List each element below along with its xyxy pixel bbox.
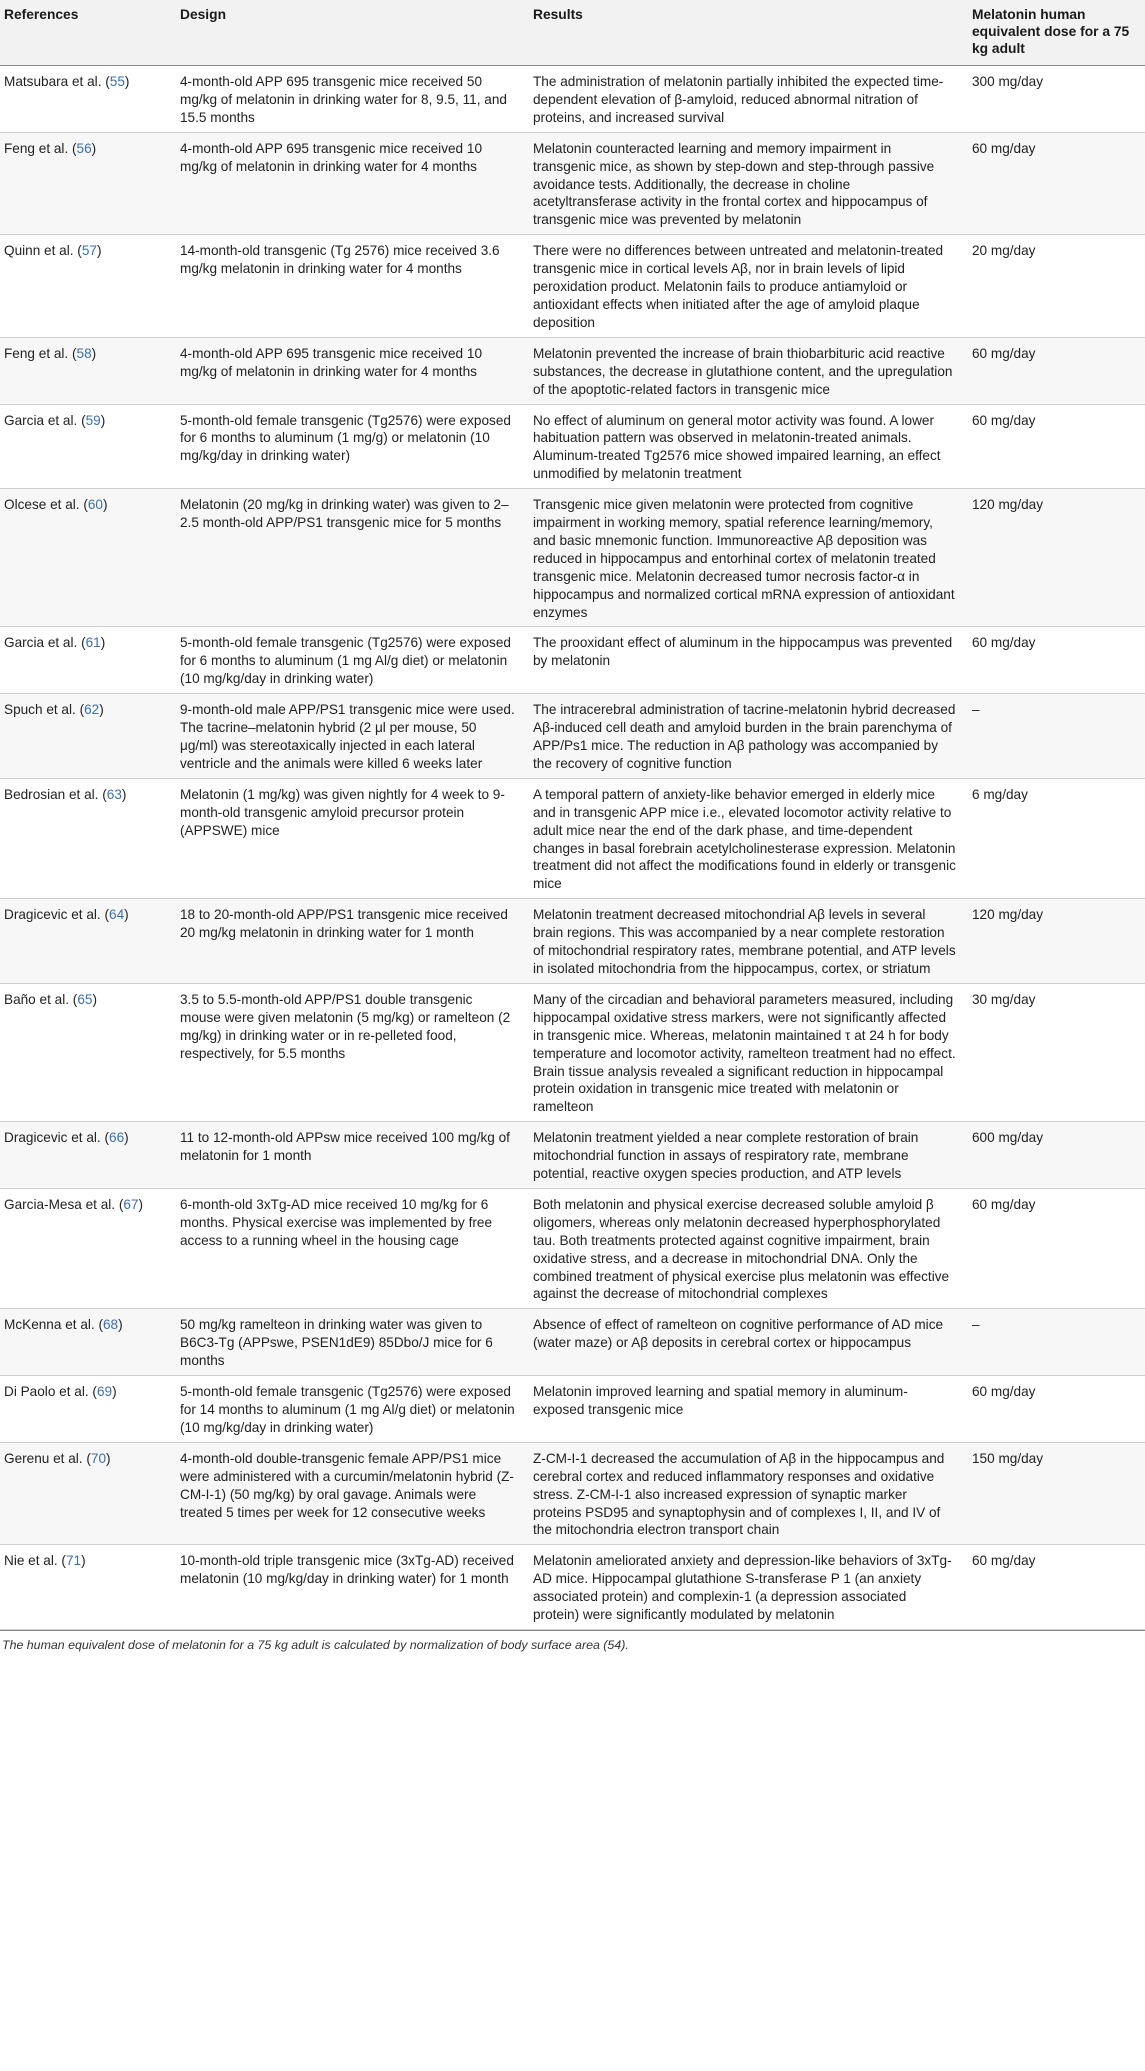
reference-author: Dragicevic et al. bbox=[4, 907, 101, 923]
reference-link[interactable]: 68 bbox=[103, 1317, 119, 1333]
results-cell: Melatonin counteracted learning and memory impairment in transgenic mice, as shown by step-down and step-through passive avoidance tests. Additionally, the decrease in choline acetyltransferase activity in the frontal cortex and hippocampus of transgenic mice was prevented by melatonin bbox=[525, 132, 964, 235]
results-cell: Z-CM-I-1 decreased the accumulation of Aβ in the hippocampus and cerebral cortex and reduced inflammatory responses and oxidative stress. Z-CM-I-1 also increased expression of synaptic marker proteins PSD95 and synaptophysin and of complexes I, II, and IV of the mitochondria electron transport chain bbox=[525, 1442, 964, 1545]
table-row bbox=[0, 1545, 1145, 1630]
table-row bbox=[0, 1309, 1145, 1376]
design-cell: 3.5 to 5.5-month-old APP/PS1 double transgenic mouse were given melatonin (5 mg/kg) or ramelteon (2 mg/kg) in drinking water or in re-pelleted food, respectively, for 5.5 months bbox=[172, 983, 525, 1121]
design-cell: 18 to 20-month-old APP/PS1 transgenic mice received 20 mg/kg melatonin in drinking water for 1 month bbox=[172, 899, 525, 984]
table-row bbox=[0, 404, 1145, 489]
table-row bbox=[0, 132, 1145, 235]
reference-cell: Spuch et al. (62) bbox=[0, 694, 172, 779]
table-row bbox=[0, 337, 1145, 404]
reference-cell: Di Paolo et al. (69) bbox=[0, 1376, 172, 1443]
reference-cell: Quinn et al. (57) bbox=[0, 235, 172, 338]
dose-cell: 60 mg/day bbox=[964, 1376, 1145, 1443]
dose-cell: – bbox=[964, 1309, 1145, 1376]
reference-author: Nie et al. bbox=[4, 1553, 58, 1569]
header-design: Design bbox=[172, 0, 525, 66]
reference-cell: McKenna et al. (68) bbox=[0, 1309, 172, 1376]
reference-link[interactable]: 62 bbox=[84, 702, 100, 718]
table-row bbox=[0, 627, 1145, 694]
dose-cell: 120 mg/day bbox=[964, 899, 1145, 984]
reference-cell: Matsubara et al. (55) bbox=[0, 66, 172, 133]
dose-cell: 300 mg/day bbox=[964, 66, 1145, 133]
reference-author: McKenna et al. bbox=[4, 1317, 95, 1333]
results-cell: The administration of melatonin partially inhibited the expected time-dependent elevation of β-amyloid, reduced abnormal nitration of proteins, and increased survival bbox=[525, 66, 964, 133]
reference-author: Feng et al. bbox=[4, 140, 69, 156]
reference-cell: Garcia et al. (61) bbox=[0, 627, 172, 694]
reference-link[interactable]: 56 bbox=[76, 140, 92, 156]
reference-link[interactable]: 70 bbox=[90, 1450, 107, 1466]
table-body bbox=[0, 66, 1145, 1630]
table-row bbox=[0, 983, 1145, 1121]
reference-author: Olcese et al. bbox=[4, 497, 80, 513]
reference-link[interactable]: 63 bbox=[106, 786, 122, 802]
design-cell: 4-month-old APP 695 transgenic mice received 10 mg/kg of melatonin in drinking water for 4 months bbox=[172, 132, 525, 235]
table-footnote: The human equivalent dose of melatonin for a 75 kg adult is calculated by normalization of body surface area (54). bbox=[2, 1637, 629, 1652]
header-row bbox=[0, 0, 1145, 66]
reference-link[interactable]: 55 bbox=[109, 74, 125, 89]
reference-author: Garcia et al. bbox=[4, 412, 78, 428]
dose-cell: 600 mg/day bbox=[964, 1122, 1145, 1189]
results-cell: Transgenic mice given melatonin were protected from cognitive impairment in working memory, spatial reference learning/memory, and basic mnemonic function. Immunoreactive Aβ deposition was reduced in hippocampus and entorhinal cortex of melatonin treated transgenic mice. Melatonin decreased tumor necrosis factor-α in hippocampus and normalized cortical mRNA expression of antioxidant enzymes bbox=[525, 489, 964, 627]
dose-cell: 20 mg/day bbox=[964, 235, 1145, 338]
design-cell: 4-month-old APP 695 transgenic mice received 10 mg/kg of melatonin in drinking water for 4 months bbox=[172, 337, 525, 404]
results-cell: Absence of effect of ramelteon on cognitive performance of AD mice (water maze) or Aβ deposits in cerebral cortex or hippocampus bbox=[525, 1309, 964, 1376]
reference-link[interactable]: 61 bbox=[85, 635, 101, 651]
reference-author: Garcia-Mesa et al. bbox=[4, 1196, 116, 1212]
results-cell: The intracerebral administration of tacrine-melatonin hybrid decreased Aβ-induced cell death and amyloid burden in the brain parenchyma of APP/Ps1 mice. The reduction in Aβ pathology was accompanied by the recovery of cognitive function bbox=[525, 694, 964, 779]
dose-cell: 60 mg/day bbox=[964, 337, 1145, 404]
dose-cell: 60 mg/day bbox=[964, 1188, 1145, 1308]
reference-author: Gerenu et al. bbox=[4, 1450, 83, 1466]
table-row bbox=[0, 694, 1145, 779]
design-cell: 6-month-old 3xTg-AD mice received 10 mg/kg for 6 months. Physical exercise was implemented by free access to a running wheel in the housing cage bbox=[172, 1188, 525, 1308]
table-row bbox=[0, 489, 1145, 627]
reference-link[interactable]: 71 bbox=[65, 1553, 82, 1569]
design-cell: 10-month-old triple transgenic mice (3xTg-AD) received melatonin (10 mg/kg/day in drinking water) for 1 month bbox=[172, 1545, 525, 1630]
dose-cell: 60 mg/day bbox=[964, 404, 1145, 489]
reference-cell: Nie et al. (71) bbox=[0, 1545, 172, 1630]
reference-author: Matsubara et al. bbox=[4, 74, 102, 89]
design-cell: 11 to 12-month-old APPsw mice received 100 mg/kg of melatonin for 1 month bbox=[172, 1122, 525, 1189]
design-cell: 5-month-old female transgenic (Tg2576) were exposed for 14 months to aluminum (1 mg Al/g diet) or melatonin (10 mg/kg/day in drinking water) bbox=[172, 1376, 525, 1443]
reference-link[interactable]: 58 bbox=[76, 345, 92, 361]
reference-author: Dragicevic et al. bbox=[4, 1130, 101, 1146]
results-cell: Melatonin treatment yielded a near complete restoration of brain mitochondrial function in assays of respiratory rate, membrane potential, reactive oxygen species production, and ATP levels bbox=[525, 1122, 964, 1189]
table-row bbox=[0, 778, 1145, 898]
reference-link[interactable]: 69 bbox=[96, 1384, 113, 1400]
dose-cell: 120 mg/day bbox=[964, 489, 1145, 627]
design-cell: 50 mg/kg ramelteon in drinking water was given to B6C3-Tg (APPswe, PSEN1dE9) 85Dbo/J mice for 6 months bbox=[172, 1309, 525, 1376]
design-cell: 5-month-old female transgenic (Tg2576) were exposed for 6 months to aluminum (1 mg Al/g diet) or melatonin (10 mg/kg/day in drinking water) bbox=[172, 627, 525, 694]
design-cell: 9-month-old male APP/PS1 transgenic mice were used. The tacrine–melatonin hybrid (2 μl per mouse, 50 μg/ml) was stereotaxically injected in each lateral ventricle and the animals were killed 6 weeks later bbox=[172, 694, 525, 779]
results-cell: Many of the circadian and behavioral parameters measured, including hippocampal oxidative stress markers, were not significantly affected in transgenic mice. Whereas, melatonin maintained τ at 24 h for body temperature and locomotor activity, ramelteon treatment had no effect. Brain tissue analysis revealed a significant reduction in hippocampal protein oxidation in transgenic mice treated with melatonin or ramelteon bbox=[525, 983, 964, 1121]
reference-link[interactable]: 60 bbox=[87, 497, 103, 513]
dose-cell: 60 mg/day bbox=[964, 627, 1145, 694]
reference-cell: Dragicevic et al. (64) bbox=[0, 899, 172, 984]
design-cell: 4-month-old APP 695 transgenic mice received 50 mg/kg of melatonin in drinking water for 8, 9.5, 11, and 15.5 months bbox=[172, 66, 525, 133]
reference-link[interactable]: 64 bbox=[109, 907, 125, 923]
table-row bbox=[0, 1188, 1145, 1308]
reference-author: Baño et al. bbox=[4, 991, 69, 1007]
design-cell: 5-month-old female transgenic (Tg2576) were exposed for 6 months to aluminum (1 mg/g) or melatonin (10 mg/kg/day in drinking water) bbox=[172, 404, 525, 489]
reference-cell: Garcia et al. (59) bbox=[0, 404, 172, 489]
reference-author: Bedrosian et al. bbox=[4, 786, 99, 802]
reference-cell: Dragicevic et al. (66) bbox=[0, 1122, 172, 1189]
reference-author: Feng et al. bbox=[4, 345, 69, 361]
design-cell: 14-month-old transgenic (Tg 2576) mice received 3.6 mg/kg melatonin in drinking water for 4 months bbox=[172, 235, 525, 338]
dose-cell: 6 mg/day bbox=[964, 778, 1145, 898]
reference-author: Quinn et al. bbox=[4, 243, 74, 259]
reference-link[interactable]: 65 bbox=[77, 991, 93, 1007]
header-references: References bbox=[0, 0, 172, 66]
reference-cell: Gerenu et al. (70) bbox=[0, 1442, 172, 1545]
dose-cell: 60 mg/day bbox=[964, 1545, 1145, 1630]
reference-cell: Feng et al. (56) bbox=[0, 132, 172, 235]
dose-cell: – bbox=[964, 694, 1145, 779]
reference-link[interactable]: 59 bbox=[85, 412, 101, 428]
dose-cell: 60 mg/day bbox=[964, 132, 1145, 235]
table-row bbox=[0, 1442, 1145, 1545]
table-row bbox=[0, 1376, 1145, 1443]
design-cell: 4-month-old double-transgenic female APP/PS1 mice were administered with a curcumin/melatonin hybrid (Z-CM-I-1) (50 mg/kg) by oral gavage. Animals were treated 5 times per week for 12 consecutive weeks bbox=[172, 1442, 525, 1545]
results-cell: There were no differences between untreated and melatonin-treated transgenic mice in cortical levels Aβ, nor in brain levels of lipid peroxidation product. Melatonin fails to produce antiamyloid or antioxidant effects when initiated after the age of amyloid plaque deposition bbox=[525, 235, 964, 338]
table-row bbox=[0, 66, 1145, 133]
table-row bbox=[0, 235, 1145, 338]
table-header bbox=[0, 0, 1145, 66]
results-cell: Both melatonin and physical exercise decreased soluble amyloid β oligomers, whereas only melatonin decreased hyperphosphorylated tau. Both treatments protected against cognitive impairment, brain oxidative stress, and a decrease in mitochondrial DNA. Only the combined treatment of physical exercise plus melatonin was effective against the decrease of mitochondrial complexes bbox=[525, 1188, 964, 1308]
reference-author: Garcia et al. bbox=[4, 635, 78, 651]
table-row bbox=[0, 1122, 1145, 1189]
table-row bbox=[0, 899, 1145, 984]
results-cell: The prooxidant effect of aluminum in the hippocampus was prevented by melatonin bbox=[525, 627, 964, 694]
design-cell: Melatonin (1 mg/kg) was given nightly for 4 week to 9-month-old transgenic amyloid precursor protein (APPSWE) mice bbox=[172, 778, 525, 898]
results-cell: No effect of aluminum on general motor activity was found. A lower habituation pattern was observed in melatonin-treated animals. Aluminum-treated Tg2576 mice showed impaired learning, an effect unmodified by melatonin treatment bbox=[525, 404, 964, 489]
dose-cell: 150 mg/day bbox=[964, 1442, 1145, 1545]
reference-cell: Baño et al. (65) bbox=[0, 983, 172, 1121]
reference-link[interactable]: 57 bbox=[81, 243, 97, 259]
dose-cell: 30 mg/day bbox=[964, 983, 1145, 1121]
header-results: Results bbox=[525, 0, 964, 66]
design-cell: Melatonin (20 mg/kg in drinking water) was given to 2–2.5 month-old APP/PS1 transgenic mice for 5 months bbox=[172, 489, 525, 627]
reference-author: Spuch et al. bbox=[4, 702, 76, 718]
header-dose: Melatonin human equivalent dose for a 75 kg adult bbox=[964, 0, 1145, 66]
results-cell: Melatonin prevented the increase of brain thiobarbituric acid reactive substances, the decrease in glutathione content, and the upregulation of the apoptotic-related factors in transgenic mice bbox=[525, 337, 964, 404]
reference-cell: Feng et al. (58) bbox=[0, 337, 172, 404]
reference-author: Di Paolo et al. bbox=[4, 1384, 89, 1400]
results-cell: A temporal pattern of anxiety-like behavior emerged in elderly mice and in transgenic APP mice i.e., elevated locomotor activity relative to adult mice near the end of the dark phase, and time-dependent changes in basal forebrain acetylcholinesterase expression. Melatonin treatment did not affect the modifications found in elderly or transgenic mice bbox=[525, 778, 964, 898]
results-cell: Melatonin improved learning and spatial memory in aluminum-exposed transgenic mice bbox=[525, 1376, 964, 1443]
reference-link[interactable]: 67 bbox=[123, 1196, 139, 1212]
results-cell: Melatonin treatment decreased mitochondrial Aβ levels in several brain regions. This was accompanied by a near complete restoration of mitochondrial respiratory rates, membrane potential, and ATP levels in isolated mitochondria from the hippocampus, cortex, or striatum bbox=[525, 899, 964, 984]
reference-cell: Olcese et al. (60) bbox=[0, 489, 172, 627]
reference-link[interactable]: 66 bbox=[109, 1130, 125, 1146]
results-cell: Melatonin ameliorated anxiety and depression-like behaviors of 3xTg-AD mice. Hippocampal glutathione S-transferase P 1 (an anxiety associated protein) and complexin-1 (a depression associated protein) were significantly modulated by melatonin bbox=[525, 1545, 964, 1630]
reference-cell: Bedrosian et al. (63) bbox=[0, 778, 172, 898]
reference-cell: Garcia-Mesa et al. (67) bbox=[0, 1188, 172, 1308]
